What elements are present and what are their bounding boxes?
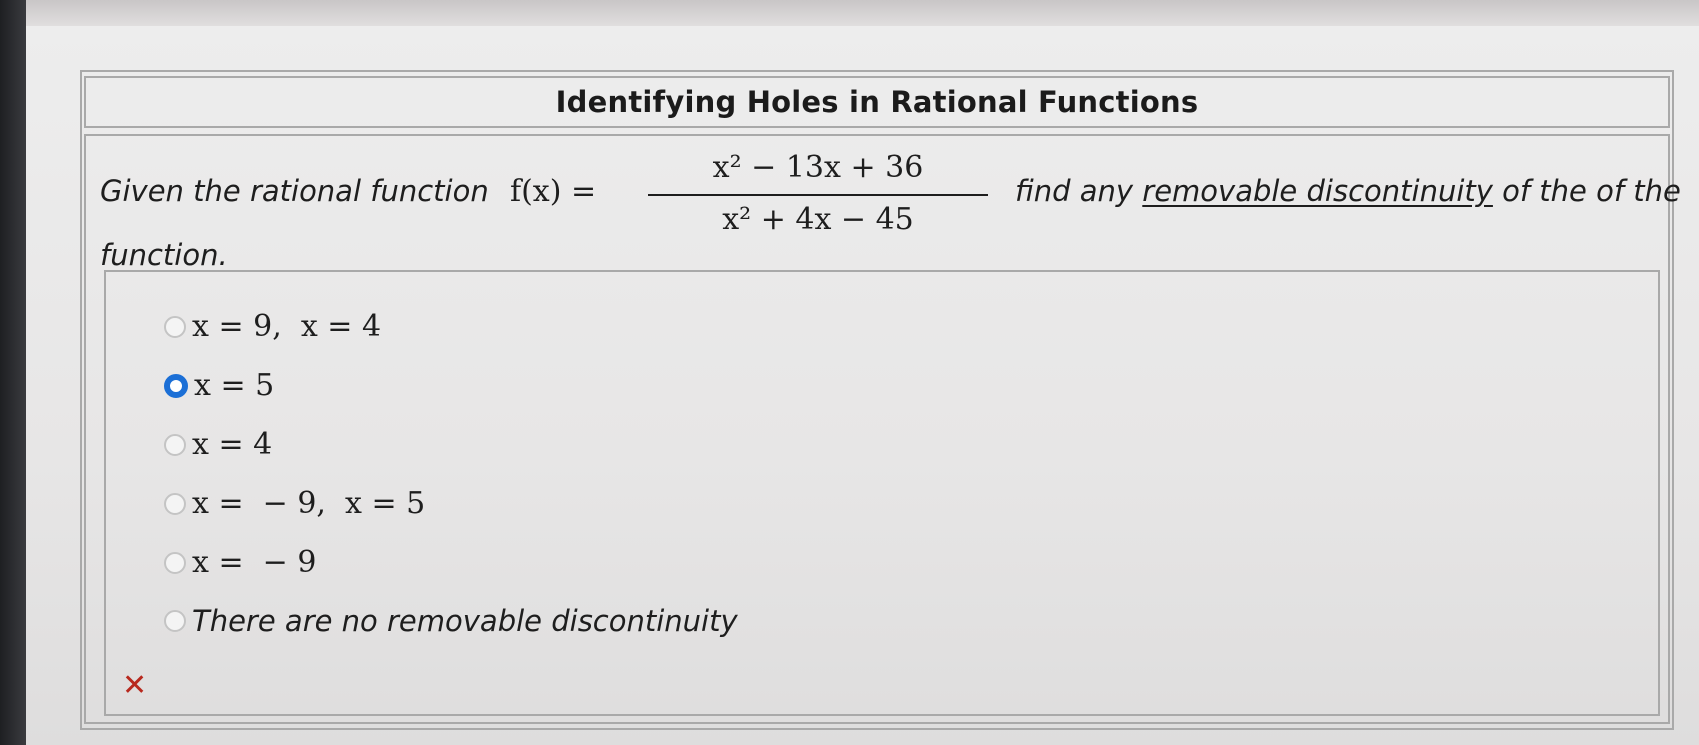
question-continuation: function. [100,238,228,272]
option-label: x = − 9 [192,545,317,580]
bezel-top [0,0,1699,28]
numerator: x² − 13x + 36 [712,150,924,185]
radio-button[interactable] [164,316,186,338]
option-4[interactable] [164,486,425,521]
option-label: There are no removable discontinuity [192,604,738,638]
radio-button[interactable] [164,610,186,632]
removable-discontinuity-term: removable discontinuity [1142,174,1493,208]
option-1[interactable] [164,309,381,344]
incorrect-icon: ✕ [122,668,148,703]
option-5[interactable] [164,545,316,580]
radio-button[interactable] [164,434,186,456]
page-title: Identifying Holes in Rational Functions [555,85,1199,119]
function-name: f(x) = [510,174,597,209]
option-3[interactable] [164,427,272,462]
option-6[interactable] [164,604,738,638]
fraction-bar [648,194,988,196]
option-label: x = 4 [192,427,273,462]
denominator: x² + 4x − 45 [722,202,914,237]
radio-button[interactable] [164,493,186,515]
radio-button-selected[interactable] [164,374,188,398]
question-mid: find any [1015,174,1134,208]
title-bar [84,76,1670,128]
question-suffix: of the of the [1502,174,1681,208]
question-rest [1015,174,1681,208]
radio-button[interactable] [164,552,186,574]
option-2[interactable] [164,368,274,403]
bezel-left [0,0,26,745]
option-label: x = − 9, x = 5 [192,486,426,521]
rational-fraction [648,150,988,237]
option-label: x = 9, x = 4 [192,309,382,344]
question-prefix: Given the rational function [100,174,489,208]
option-label: x = 5 [194,368,275,403]
